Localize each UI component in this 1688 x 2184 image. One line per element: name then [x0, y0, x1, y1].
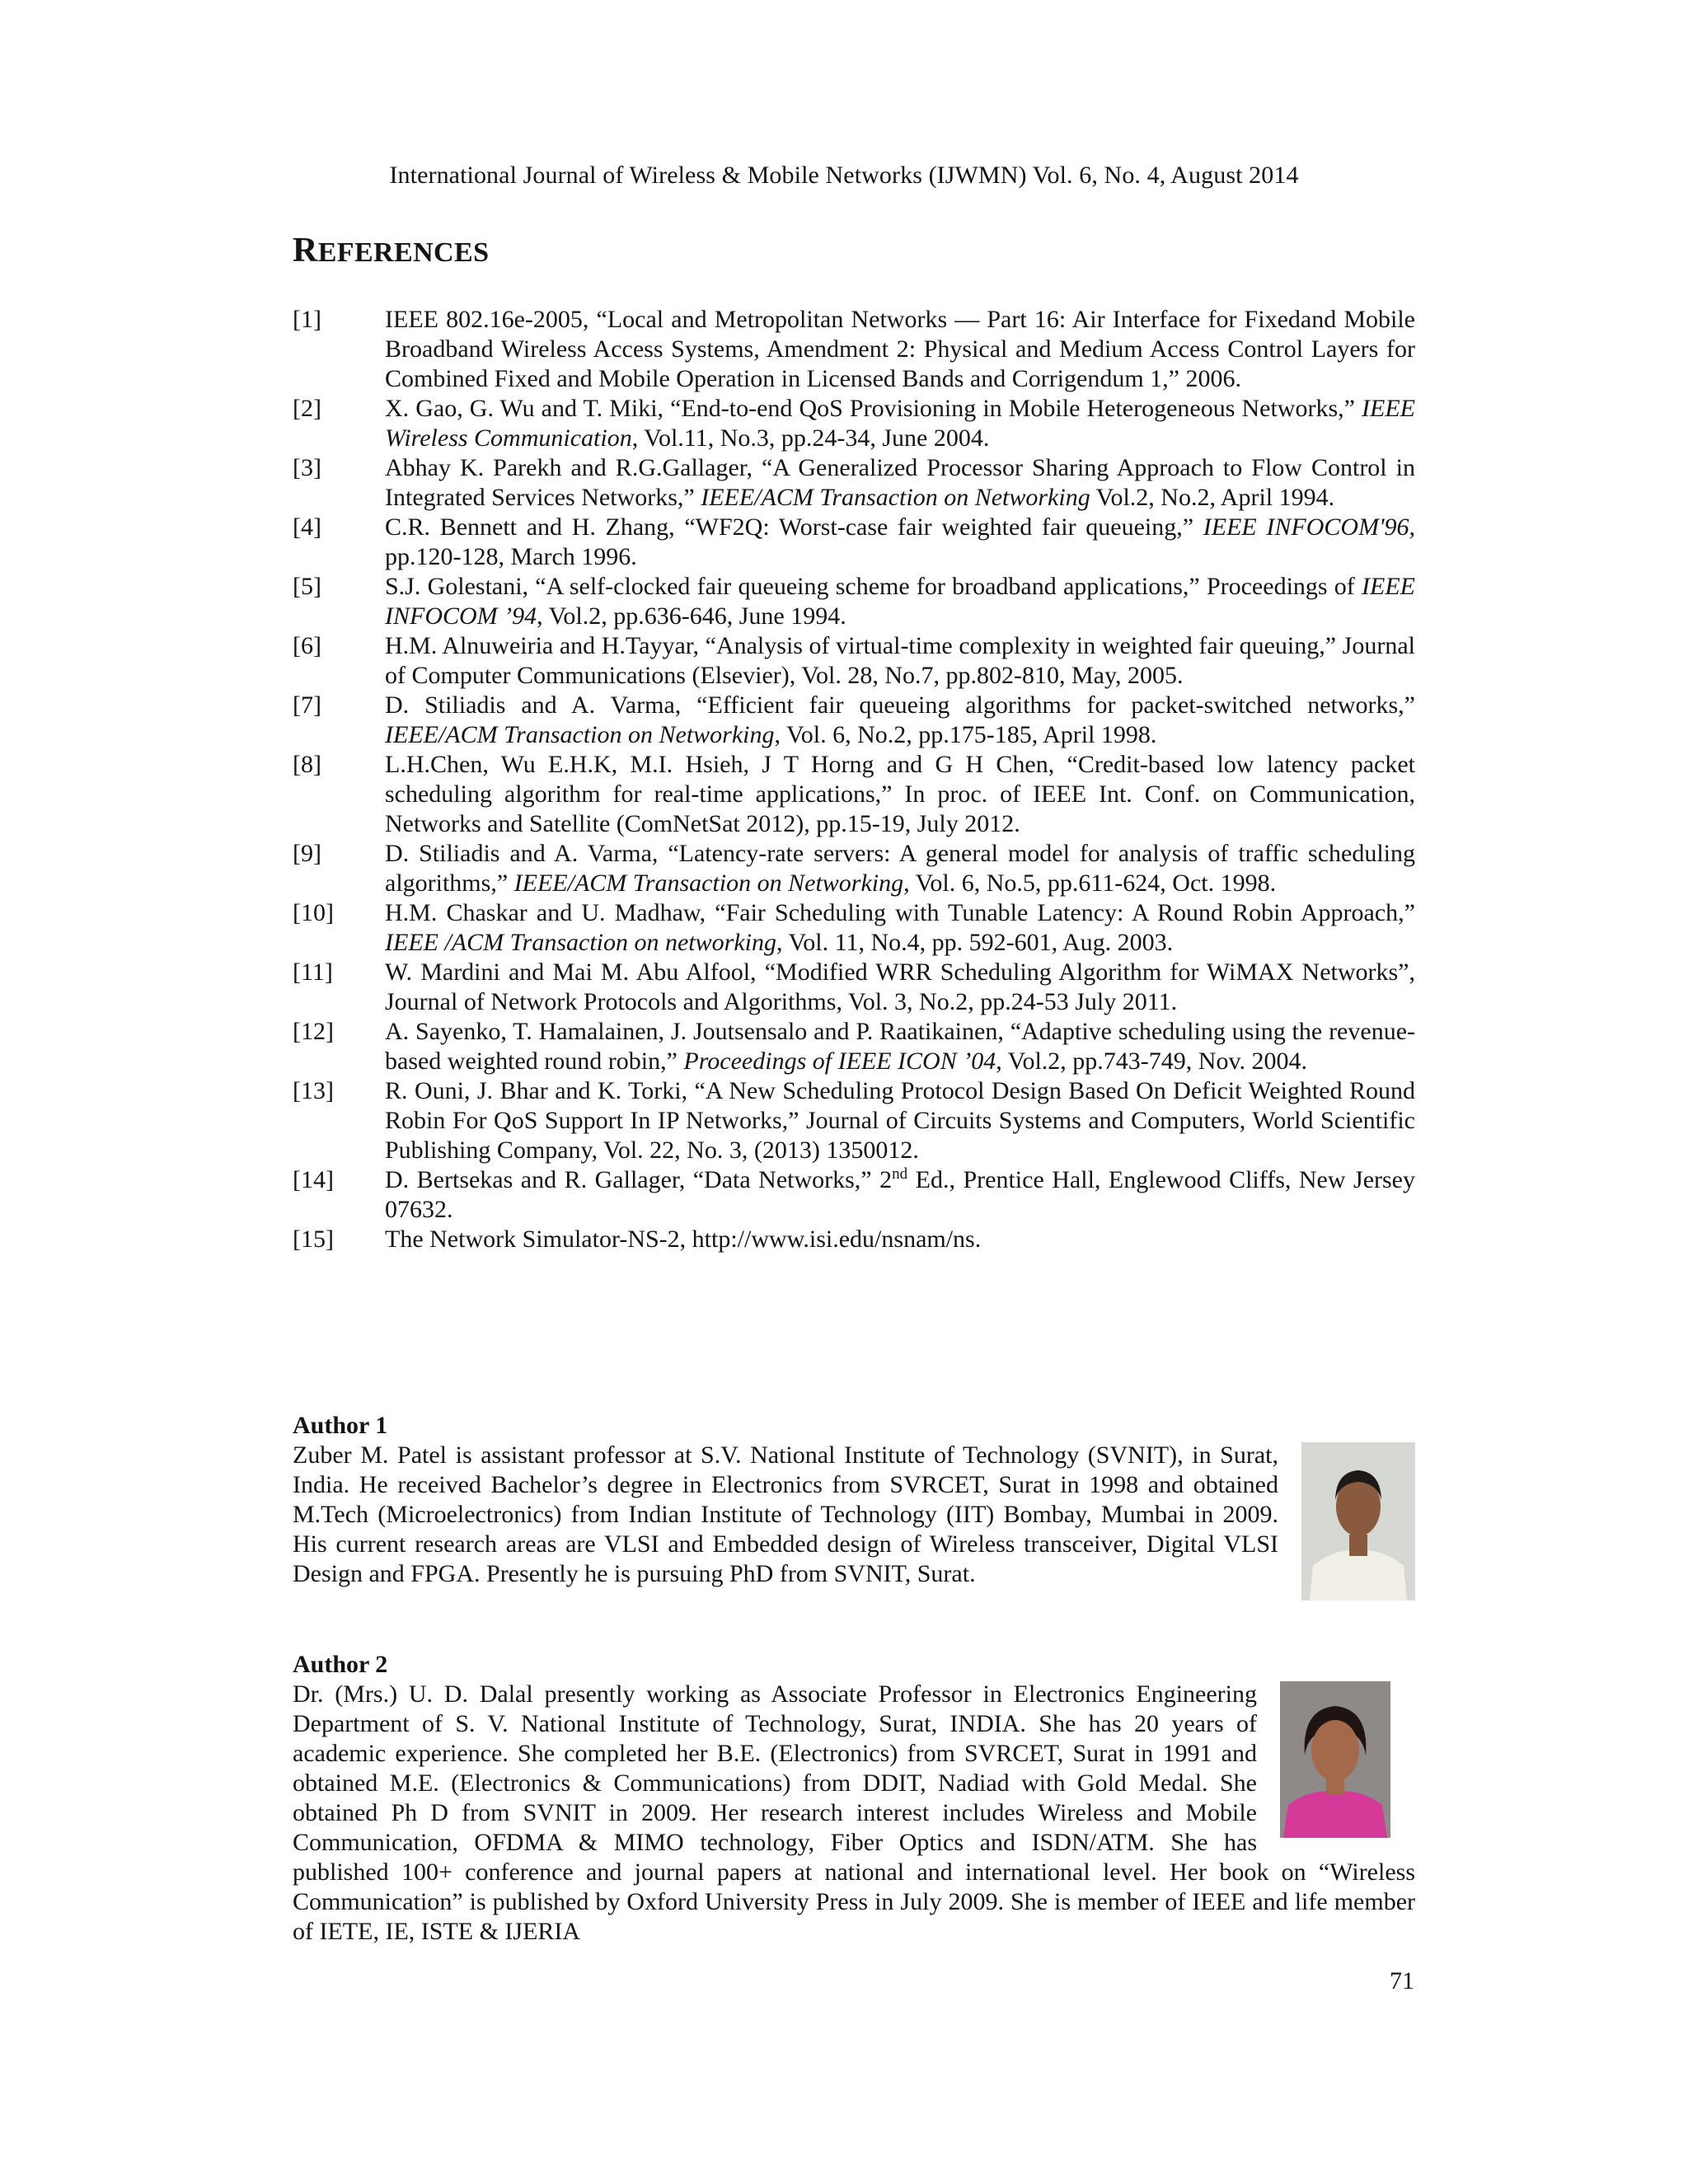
reference-number: [13]: [293, 1077, 334, 1104]
reference-text-part: , Vol.2, pp.743-749, Nov. 2004.: [996, 1047, 1308, 1075]
reference-number: [14]: [293, 1166, 334, 1193]
author-2-bio-container: [293, 1680, 1415, 1947]
reference-text-part: R. Ouni, J. Bhar and K. Torki, “A New Scheduling Protocol Design Based On Deficit Weighted Round Robin For QoS Support In IP Networks,” Journal of Circuits Systems and Computers, World Scientific Publishing Company, Vol. 22, No. 3, (2013) 1350012.: [385, 1077, 1415, 1164]
reference-number: [12]: [293, 1018, 334, 1045]
author-2-heading: Author 2: [293, 1651, 388, 1678]
reference-text-part: D. Bertsekas and R. Gallager, “Data Networks,” 2: [385, 1166, 893, 1193]
reference-text: [385, 1226, 981, 1253]
author-2-photo: [1280, 1681, 1390, 1838]
references-heading-rest: EFERENCES: [317, 237, 490, 268]
reference-item: [293, 631, 1415, 691]
reference-number: [4]: [293, 513, 321, 541]
reference-superscript: nd: [892, 1165, 908, 1183]
reference-text-part: Abhay K. Parekh and R.G.Gallager, “A Generalized Processor Sharing Approach to Flow Control in Integrated Services Networks,”: [385, 454, 1415, 511]
reference-text-part: D. Stiliadis and A. Varma, “Latency-rate servers: A general model for analysis of traffic scheduling algorithms,”: [385, 840, 1415, 897]
reference-text: [385, 454, 1415, 511]
reference-text-part: S.J. Golestani, “A self-clocked fair queueing scheme for broadband applications,” Proceedings of: [385, 573, 1362, 600]
reference-item: [293, 750, 1415, 839]
reference-text: [385, 1077, 1415, 1164]
reference-number: [3]: [293, 454, 321, 481]
reference-text-part: Ed., Prentice Hall, Englewood Cliffs, New Jersey 07632.: [385, 1166, 1415, 1223]
reference-text: [385, 513, 1415, 570]
author-1-photo: [1301, 1442, 1415, 1601]
references-heading: [293, 231, 489, 270]
reference-number: [5]: [293, 573, 321, 600]
reference-text-part: pp.120-128, March 1996.: [385, 543, 637, 570]
reference-item: [293, 1225, 1415, 1254]
photo-neck: [1349, 1535, 1367, 1556]
reference-number: [1]: [293, 306, 321, 333]
reference-text-part: X. Gao, G. Wu and T. Miki, “End-to-end QoS Provisioning in Mobile Heterogeneous Networks,”: [385, 395, 1362, 422]
reference-text-part: H.M. Chaskar and U. Madhaw, “Fair Scheduling with Tunable Latency: A Round Robin Approach,”: [385, 899, 1415, 926]
reference-text-part: , Vol. 6, No.2, pp.175-185, April 1998.: [774, 721, 1157, 748]
reference-list: [293, 305, 1415, 1254]
reference-item: [293, 453, 1415, 513]
journal-header: International Journal of Wireless & Mobile Networks (IJWMN) Vol. 6, No. 4, August 2014: [389, 162, 1299, 189]
author-1-bio-container: [293, 1441, 1415, 1589]
author-1-block: [293, 1411, 1415, 1601]
reference-text: [385, 958, 1415, 1015]
reference-text: [385, 691, 1415, 748]
reference-venue: IEEE/ACM Transaction on Networking: [701, 484, 1090, 511]
reference-text: [385, 632, 1415, 689]
reference-text-part: W. Mardini and Mai M. Abu Alfool, “Modified WRR Scheduling Algorithm for WiMAX Networks”, Journal of Network Protocols and Algorithms, Vol. 3, No.2, pp.24-53 July 2011.: [385, 958, 1415, 1015]
reference-venue: IEEE INFOCOM'96,: [1203, 513, 1415, 541]
reference-number: [10]: [293, 899, 334, 926]
reference-venue: IEEE /ACM Transaction on networking: [385, 929, 776, 956]
reference-item: [293, 839, 1415, 898]
reference-text-part: , Vol.2, pp.636-646, June 1994.: [537, 602, 846, 630]
reference-text: [385, 1018, 1415, 1075]
photo-shirt: [1283, 1791, 1387, 1838]
reference-item: [293, 1165, 1415, 1225]
author-1-heading: Author 1: [293, 1412, 388, 1439]
reference-text-part: Vol.2, No.2, April 1994.: [1090, 484, 1335, 511]
reference-text-part: IEEE 802.16e-2005, “Local and Metropolitan Networks — Part 16: Air Interface for Fixedand Mobile Broadband Wireless Access Systems, Amendment 2: Physical and Medium Access Control Layers for Combined Fixed and Mobile Operation in Licensed Bands and Corrigendum 1,” 2006.: [385, 306, 1415, 392]
reference-text: [385, 840, 1415, 897]
reference-text-part: , Vol. 11, No.4, pp. 592-601, Aug. 2003.: [776, 929, 1174, 956]
reference-item: [293, 305, 1415, 394]
reference-text-part: L.H.Chen, Wu E.H.K, M.I. Hsieh, J T Horng and G H Chen, “Credit-based low latency packet scheduling algorithm for real-time applications,” In proc. of IEEE Int. Conf. on Communication, Networks and Satellite (ComNetSat 2012), pp.15-19, July 2012.: [385, 751, 1415, 837]
reference-text-part: H.M. Alnuweiria and H.Tayyar, “Analysis of virtual-time complexity in weighted fair queuing,” Journal of Computer Communications (Elsevier), Vol. 28, No.7, pp.802-810, May, 2005.: [385, 632, 1415, 689]
reference-number: [8]: [293, 751, 321, 778]
reference-item: [293, 691, 1415, 750]
reference-text: [385, 751, 1415, 837]
reference-item: [293, 513, 1415, 572]
author-1-bio: Zuber M. Patel is assistant professor at S.V. National Institute of Technology (SVNIT), in Surat, India. He received Bachelor’s degree in Electronics from SVRCET, Surat in 1998 and obtained M.Tech (Microelectronics) from Indian Institute of Technology (IIT) Bombay, Mumbai in 2009. His current research areas are VLSI and Embedded design of Wireless transceiver, Digital VLSI Design and FPGA. Presently he is pursuing PhD from SVNIT, Surat.: [293, 1441, 1278, 1587]
reference-venue: IEEE Wireless Communication: [385, 395, 1415, 452]
photo-face: [1311, 1720, 1359, 1781]
reference-text-part: D. Stiliadis and A. Varma, “Efficient fair queueing algorithms for packet-switched networks,”: [385, 691, 1415, 719]
reference-text-part: The Network Simulator-NS-2, http://www.isi.edu/nsnam/ns.: [385, 1226, 982, 1253]
reference-text-part: , Vol.11, No.3, pp.24-34, June 2004.: [631, 424, 990, 452]
reference-item: [293, 1017, 1415, 1076]
reference-text: [385, 1166, 1415, 1223]
page-number: 71: [1390, 1967, 1414, 1994]
reference-number: [15]: [293, 1226, 334, 1253]
reference-item: [293, 394, 1415, 453]
reference-text: [385, 573, 1415, 630]
reference-number: [6]: [293, 632, 321, 659]
reference-venue: IEEE/ACM Transaction on Networking: [385, 721, 775, 748]
reference-text: [385, 395, 1415, 452]
reference-text-part: A. Sayenko, T. Hamalainen, J. Joutsensalo and P. Raatikainen, “Adaptive scheduling using the revenue-based weighted round robin,”: [385, 1018, 1415, 1075]
reference-text-part: C.R. Bennett and H. Zhang, “WF2Q: Worst-case fair weighted fair queueing,”: [385, 513, 1203, 541]
reference-text: [385, 899, 1415, 956]
reference-text: [385, 306, 1415, 392]
author-2-block: [293, 1650, 1415, 1947]
reference-venue: Proceedings of IEEE ICON ’04: [683, 1047, 996, 1075]
reference-item: [293, 958, 1415, 1017]
reference-number: [11]: [293, 958, 333, 986]
reference-venue: IEEE/ACM Transaction on Networking: [513, 869, 904, 897]
reference-number: [7]: [293, 691, 321, 719]
reference-number: [2]: [293, 395, 321, 422]
reference-item: [293, 572, 1415, 631]
reference-text-part: , Vol. 6, No.5, pp.611-624, Oct. 1998.: [903, 869, 1277, 897]
reference-item: [293, 898, 1415, 958]
references-heading-initial: R: [293, 232, 318, 269]
reference-venue: IEEE INFOCOM ’94: [385, 573, 1415, 630]
reference-item: [293, 1076, 1415, 1165]
photo-shirt: [1310, 1550, 1407, 1601]
reference-number: [9]: [293, 840, 321, 867]
author-2-bio: Dr. (Mrs.) U. D. Dalal presently working as Associate Professor in Electronics Engineering Department of S. V. National Institute of Technology, Surat, INDIA. She has 20 years of academic experience. She completed her B.E. (Electronics) from SVRCET, Surat in 1991 and obtained M.E. (Electronics & Communications) from DDIT, Nadiad with Gold Medal. She obtained Ph D from SVNIT in 2009. Her research interest includes Wireless and Mobile Communication, OFDMA & MIMO technology, Fiber Optics and ISDN/ATM. She has published 100+ conference and journal papers at national and international level. Her book on “Wireless Communication” is published by Oxford University Press in July 2009. She is member of IEEE and life member of IETE, IE, ISTE & IJERIA: [293, 1680, 1415, 1945]
